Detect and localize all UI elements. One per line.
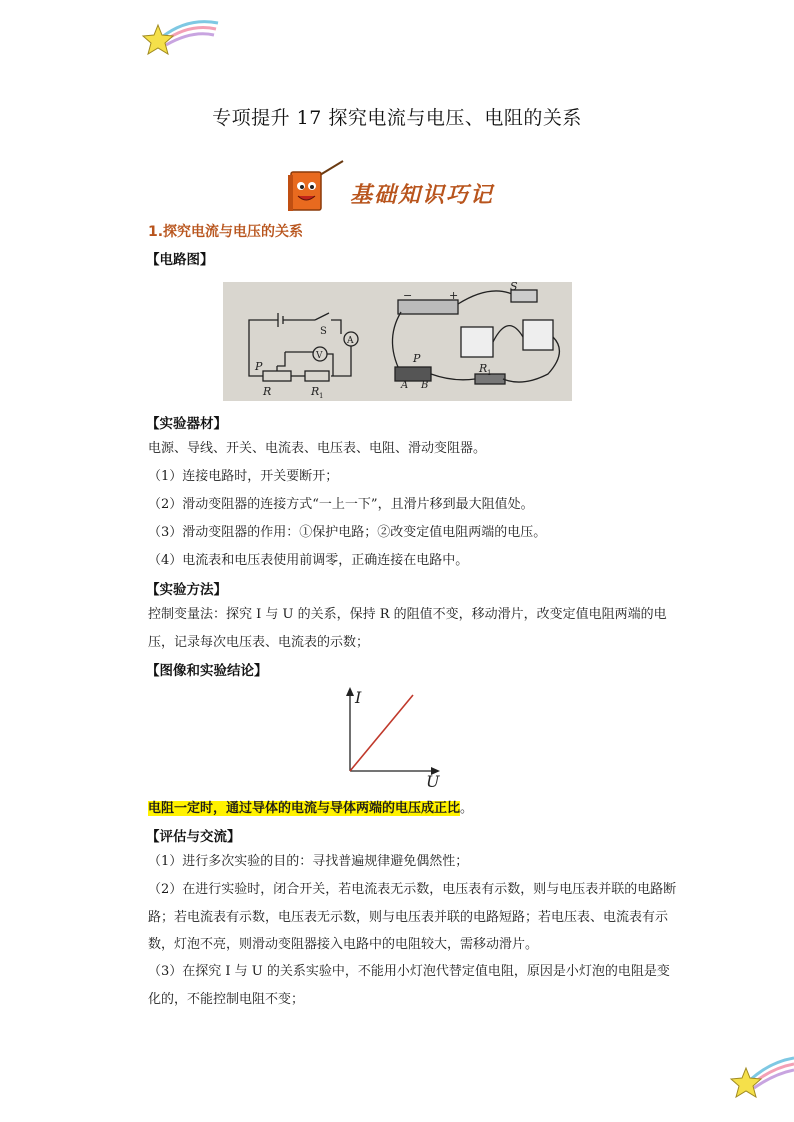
eval-item-3: （3）在探究 I 与 U 的关系实验中，不能用小灯泡代替定值电阻，原因是小灯泡的电阻是变化的，不能控制电阻不变； bbox=[148, 964, 670, 1007]
switch-label: S bbox=[320, 326, 327, 337]
page-title: 专项提升 17 探究电流与电压、电阻的关系 bbox=[212, 107, 582, 129]
eval-item-2: （2）在进行实验时，闭合开关，若电流表无示数，电压表有示数，则与电压表并联的电路断路；若电流表有示数，电压表无示数，则与电压表并联的电路短路；若电压表、电流表有示数，灯泡不亮，则滑动变阻器接入电路中的电阻较大，需移动滑片。 bbox=[148, 882, 677, 952]
note-4: （4）电流表和电压表使用前调零，正确连接在电路中。 bbox=[148, 553, 469, 568]
resistor-sub: 1 bbox=[319, 392, 324, 400]
rheostat-label: R bbox=[263, 385, 272, 398]
equipment-list: 电源、导线、开关、电流表、电压表、电阻、滑动变阻器。 bbox=[148, 441, 487, 456]
banner-title: 基础知识巧记 bbox=[350, 182, 495, 208]
circuit-diagram bbox=[223, 282, 572, 401]
note-3: （3）滑动变阻器的作用：①保护电路；②改变定值电阻两端的电压。 bbox=[148, 525, 547, 540]
battery-minus: − bbox=[403, 289, 413, 302]
note-1: （1）连接电路时，开关要断开； bbox=[148, 469, 339, 484]
conclusion-end: 。 bbox=[460, 801, 474, 816]
terminal-a-label: A bbox=[401, 380, 409, 391]
resistor-sub-right: 1 bbox=[487, 369, 492, 377]
eval-item-1: （1）进行多次实验的目的：寻找普遍规律避免偶然性； bbox=[148, 854, 469, 869]
book-mascot-icon bbox=[285, 158, 347, 216]
shooting-star-icon bbox=[140, 15, 220, 60]
terminal-b-label: B bbox=[421, 380, 429, 391]
equipment-heading: 【实验器材】 bbox=[146, 416, 227, 432]
graph-heading: 【图像和实验结论】 bbox=[146, 663, 268, 679]
resistor-label: R bbox=[311, 385, 320, 398]
x-axis-label: U bbox=[426, 772, 440, 791]
circuit-heading: 【电路图】 bbox=[146, 252, 214, 268]
switch-label-right: S bbox=[510, 282, 518, 293]
method-heading: 【实验方法】 bbox=[146, 582, 227, 598]
section-title: 1.探究电流与电压的关系 bbox=[148, 224, 304, 240]
shooting-star-icon-bottom bbox=[728, 1050, 794, 1100]
battery-plus: + bbox=[449, 289, 459, 302]
method-text: 控制变量法：探究 I 与 U 的关系，保持 R 的阻值不变，移动滑片，改变定值电阻两端的电压，记录每次电压表、电流表的示数； bbox=[148, 607, 667, 650]
y-axis-label: I bbox=[355, 688, 362, 707]
slider-label-right: P bbox=[413, 352, 421, 365]
voltmeter-label: V bbox=[316, 351, 323, 361]
conclusion-line bbox=[148, 797, 473, 816]
ammeter-label: A bbox=[347, 336, 354, 346]
evaluation-heading: 【评估与交流】 bbox=[146, 829, 241, 845]
note-2: （2）滑动变阻器的连接方式“一上一下”，且滑片移到最大阻值处。 bbox=[148, 497, 534, 512]
iu-graph bbox=[335, 683, 455, 793]
slider-label: P bbox=[255, 360, 263, 373]
resistor-label-right: R bbox=[479, 362, 488, 375]
conclusion-text: 电阻一定时，通过导体的电流与导体两端的电压成正比 bbox=[148, 801, 461, 816]
